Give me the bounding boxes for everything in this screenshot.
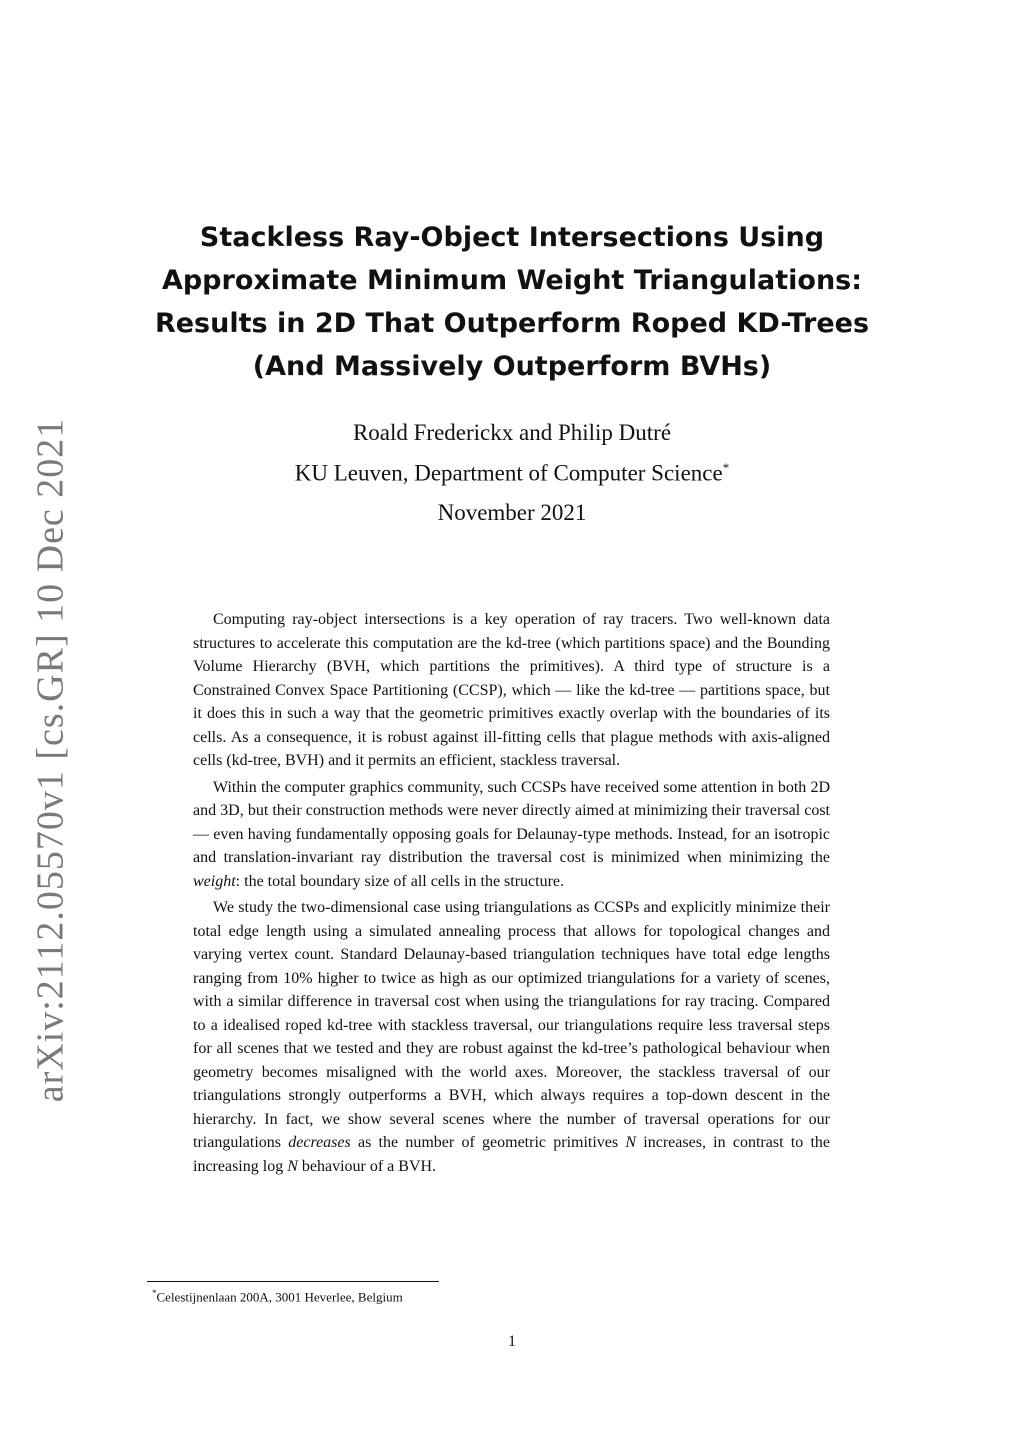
footnote-mark: * xyxy=(152,1288,157,1298)
affiliation: KU Leuven, Department of Computer Science xyxy=(294,460,723,486)
footnote xyxy=(152,1288,403,1305)
math-n: N xyxy=(625,1134,637,1151)
footnote-text: Celestijnenlaan 200A, 3001 Heverlee, Belgium xyxy=(156,1289,403,1305)
emphasis-decreases: decreases xyxy=(288,1134,351,1151)
emphasis-weight: weight xyxy=(193,872,236,890)
title-line: Stackless Ray-Object Intersections Using xyxy=(199,222,825,253)
authors: Roald Frederickx and Philip Dutré xyxy=(352,420,672,445)
date: November 2021 xyxy=(437,500,587,525)
title-line: Results in 2D That Outperform Roped KD-Trees xyxy=(154,308,870,339)
footnote-divider xyxy=(147,1281,439,1282)
page-number: 1 xyxy=(508,1333,516,1350)
abstract-paragraph-1: Computing ray-object intersections is a key operation of ray tracers. Two well-known data structures to accelerate this computation are the kd-tree (which partitions space) and the Bounding Volume Hierarchy (BVH, which partitions the primitives). A third type of structure is a Constrained Convex Space Partitioning (CCSP), which — like the kd-tree — partitions space, but it does this in such a way that the geometric primitives exactly overlap with the boundaries of its cells. As a consequence, it is robust against ill-fitting cells that plague methods with axis-aligned cells (kd-tree, BVH) and it permits an efficient, stackless traversal. xyxy=(193,611,830,769)
author-block xyxy=(120,415,904,491)
affiliation-line xyxy=(120,450,904,491)
arxiv-stamp xyxy=(26,417,74,1103)
arxiv-stamp-text: arXiv:2112.05570v1 [cs.GR] 10 Dec 2021 xyxy=(29,417,71,1103)
abstract-paragraph-2: Within the computer graphics community, such CCSPs have received some attention in both 2D and 3D, but their construction methods were never directly aimed at minimizing their traversal cost — even having fundamentally opposing goals for Delaunay-type methods. Instead, for an isotropic and translation-invariant ray distribution the traversal cost is minimized when minimizing the weight: the total boundary size of all cells in the structure. xyxy=(193,778,830,890)
math-n: N xyxy=(287,1157,298,1175)
paper-title xyxy=(120,216,904,388)
affiliation-footnote-mark: * xyxy=(722,460,730,475)
abstract-paragraph-3: We study the two-dimensional case using triangulations as CCSPs and explicitly minimize their total edge length using a simulated annealing process that allows for topological changes and varying vertex count. Standard Delaunay-based triangulation techniques have total edge lengths ranging from 10% higher to twice as high as our optimized triangulations for a variety of scenes, with a similar difference in traversal cost when using the triangulations for ray tracing. Compared to a idealised roped kd-tree with stackless traversal, our triangulations require less traversal steps for all scenes that we tested and they are robust against the kd-tree’s pathological behaviour when geometry becomes misaligned with the world axes. Moreover, the stackless traversal of our triangulations strongly outperforms a BVH, which always requires a top-down descent in the hierarchy. In fact, we show several scenes where the number of traversal operations for our triangulations decreases as the number of geometric primitives N increases, in contrast to the increasing log N behaviour of a BVH. xyxy=(193,899,831,1175)
title-line: (And Massively Outperform BVHs) xyxy=(252,351,772,382)
title-line: Approximate Minimum Weight Triangulations: xyxy=(161,265,863,296)
abstract xyxy=(193,608,830,1181)
